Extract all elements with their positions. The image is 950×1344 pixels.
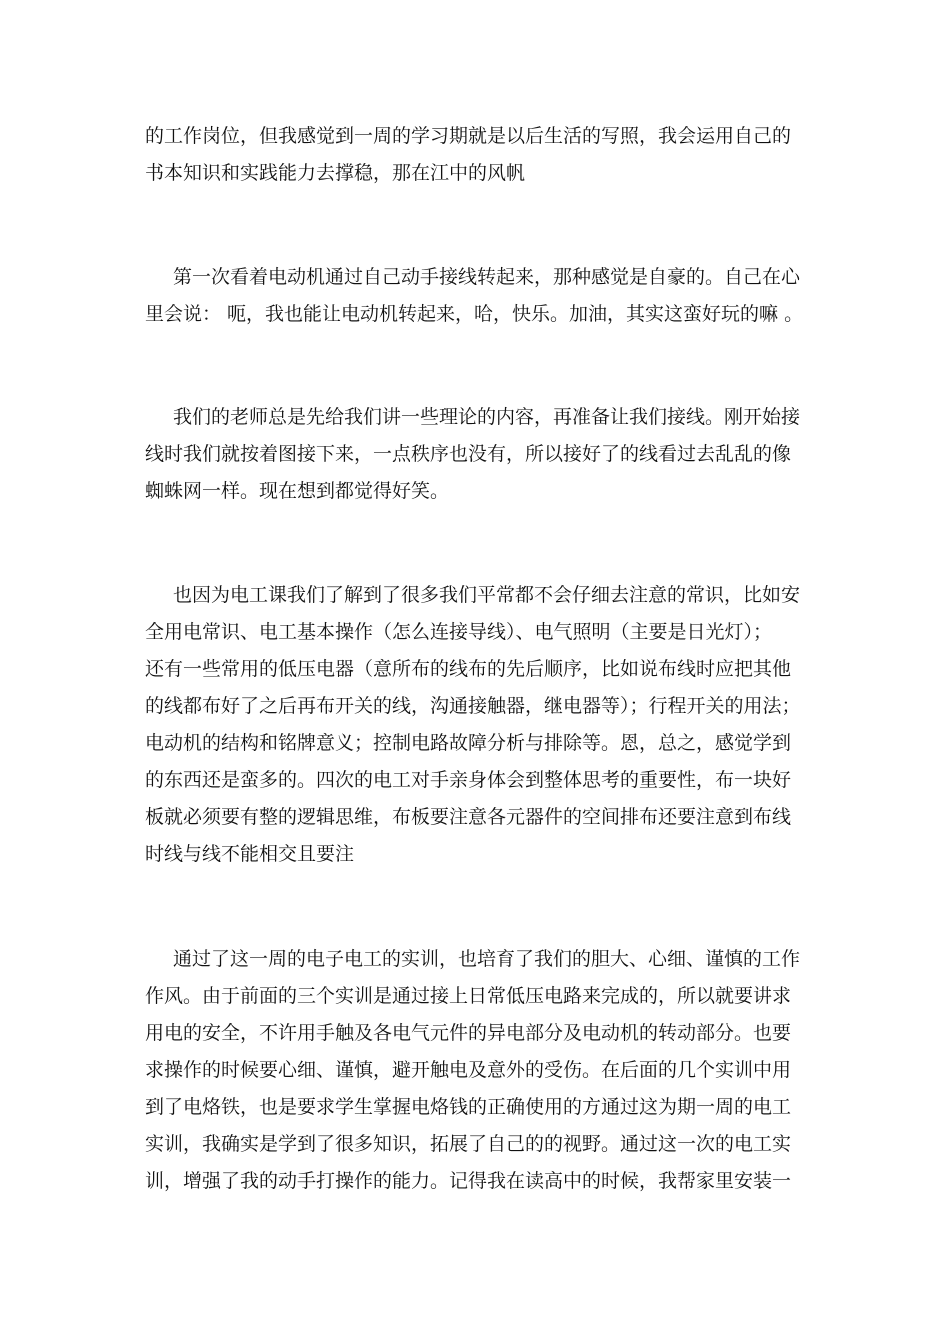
paragraph-line: 的东西还是蛮多的。四次的电工对手亲身体会到整体思考的重要性，布一块好	[145, 769, 792, 791]
paragraph-line: 时线与线不能相交且要注	[145, 843, 355, 865]
paragraph-line: 线时我们就按着图接下来，一点秩序也没有，所以接好了的线看过去乱乱的像	[145, 443, 792, 465]
paragraph-line: 板就必须要有整的逻辑思维，布板要注意各元器件的空间排布还要注意到布线	[145, 806, 792, 828]
paragraph-4	[145, 577, 805, 873]
paragraph-line: 我们的老师总是先给我们讲一些理论的内容，再准备让我们接线。刚开始接	[173, 406, 801, 428]
paragraph-line: 求操作的时候要心细、谨慎，避开触电及意外的受伤。在后面的几个实训中用	[145, 1059, 792, 1081]
paragraph-line: 通过了这一周的电子电工的实训，也培育了我们的胆大、心细、谨慎的工作	[173, 948, 801, 970]
paragraph-5	[145, 941, 805, 1200]
paragraph-line: 蜘蛛网一样。现在想到都觉得好笑。	[145, 480, 450, 502]
paragraph-line: 电动机的结构和铭牌意义；控制电路故障分析与排除等。恩，总之，感觉学到	[145, 732, 792, 754]
paragraph-line: 的工作岗位，但我感觉到一周的学习期就是以后生活的写照，我会运用自己的	[145, 125, 792, 147]
paragraph-line: 实训，我确实是学到了很多知识，拓展了自己的的视野。通过这一次的电工实	[145, 1133, 792, 1155]
paragraph-line: 书本知识和实践能力去撑稳，那在江中的风帆	[145, 162, 526, 184]
paragraph-line: 训，增强了我的动手打操作的能力。记得我在读高中的时候，我帮家里安装一	[145, 1170, 792, 1192]
paragraph-line: 作风。由于前面的三个实训是通过接上日常低压电路来完成的，所以就要讲求	[145, 985, 792, 1007]
paragraph-line: 也因为电工课我们了解到了很多我们平常都不会仔细去注意的常识，比如安	[173, 584, 801, 606]
paragraph-1	[145, 118, 805, 192]
paragraph-line: 用电的安全，不许用手触及各电气元件的异电部分及电动机的转动部分。也要	[145, 1022, 792, 1044]
paragraph-2	[145, 259, 805, 333]
paragraph-3	[145, 399, 805, 510]
paragraph-line: 里会说： 呃，我也能让电动机转起来，哈，快乐。加油，其实这蛮好玩的嘛 。	[145, 303, 804, 325]
paragraph-line: 全用电常识、电工基本操作（怎么连接导线）、电气照明（主要是日光灯）；	[145, 621, 773, 643]
paragraph-line: 的线都布好了之后再布开关的线，沟通接触器，继电器等）；行程开关的用法；	[145, 695, 801, 717]
paragraph-line: 还有一些常用的低压电器（意所布的线布的先后顺序，比如说布线时应把其他	[145, 658, 792, 680]
paragraph-line: 到了电烙铁，也是要求学生掌握电烙钱的正确使用的方通过这为期一周的电工	[145, 1096, 792, 1118]
paragraph-line: 第一次看着电动机通过自己动手接线转起来，那种感觉是自豪的。自己在心	[173, 266, 801, 288]
